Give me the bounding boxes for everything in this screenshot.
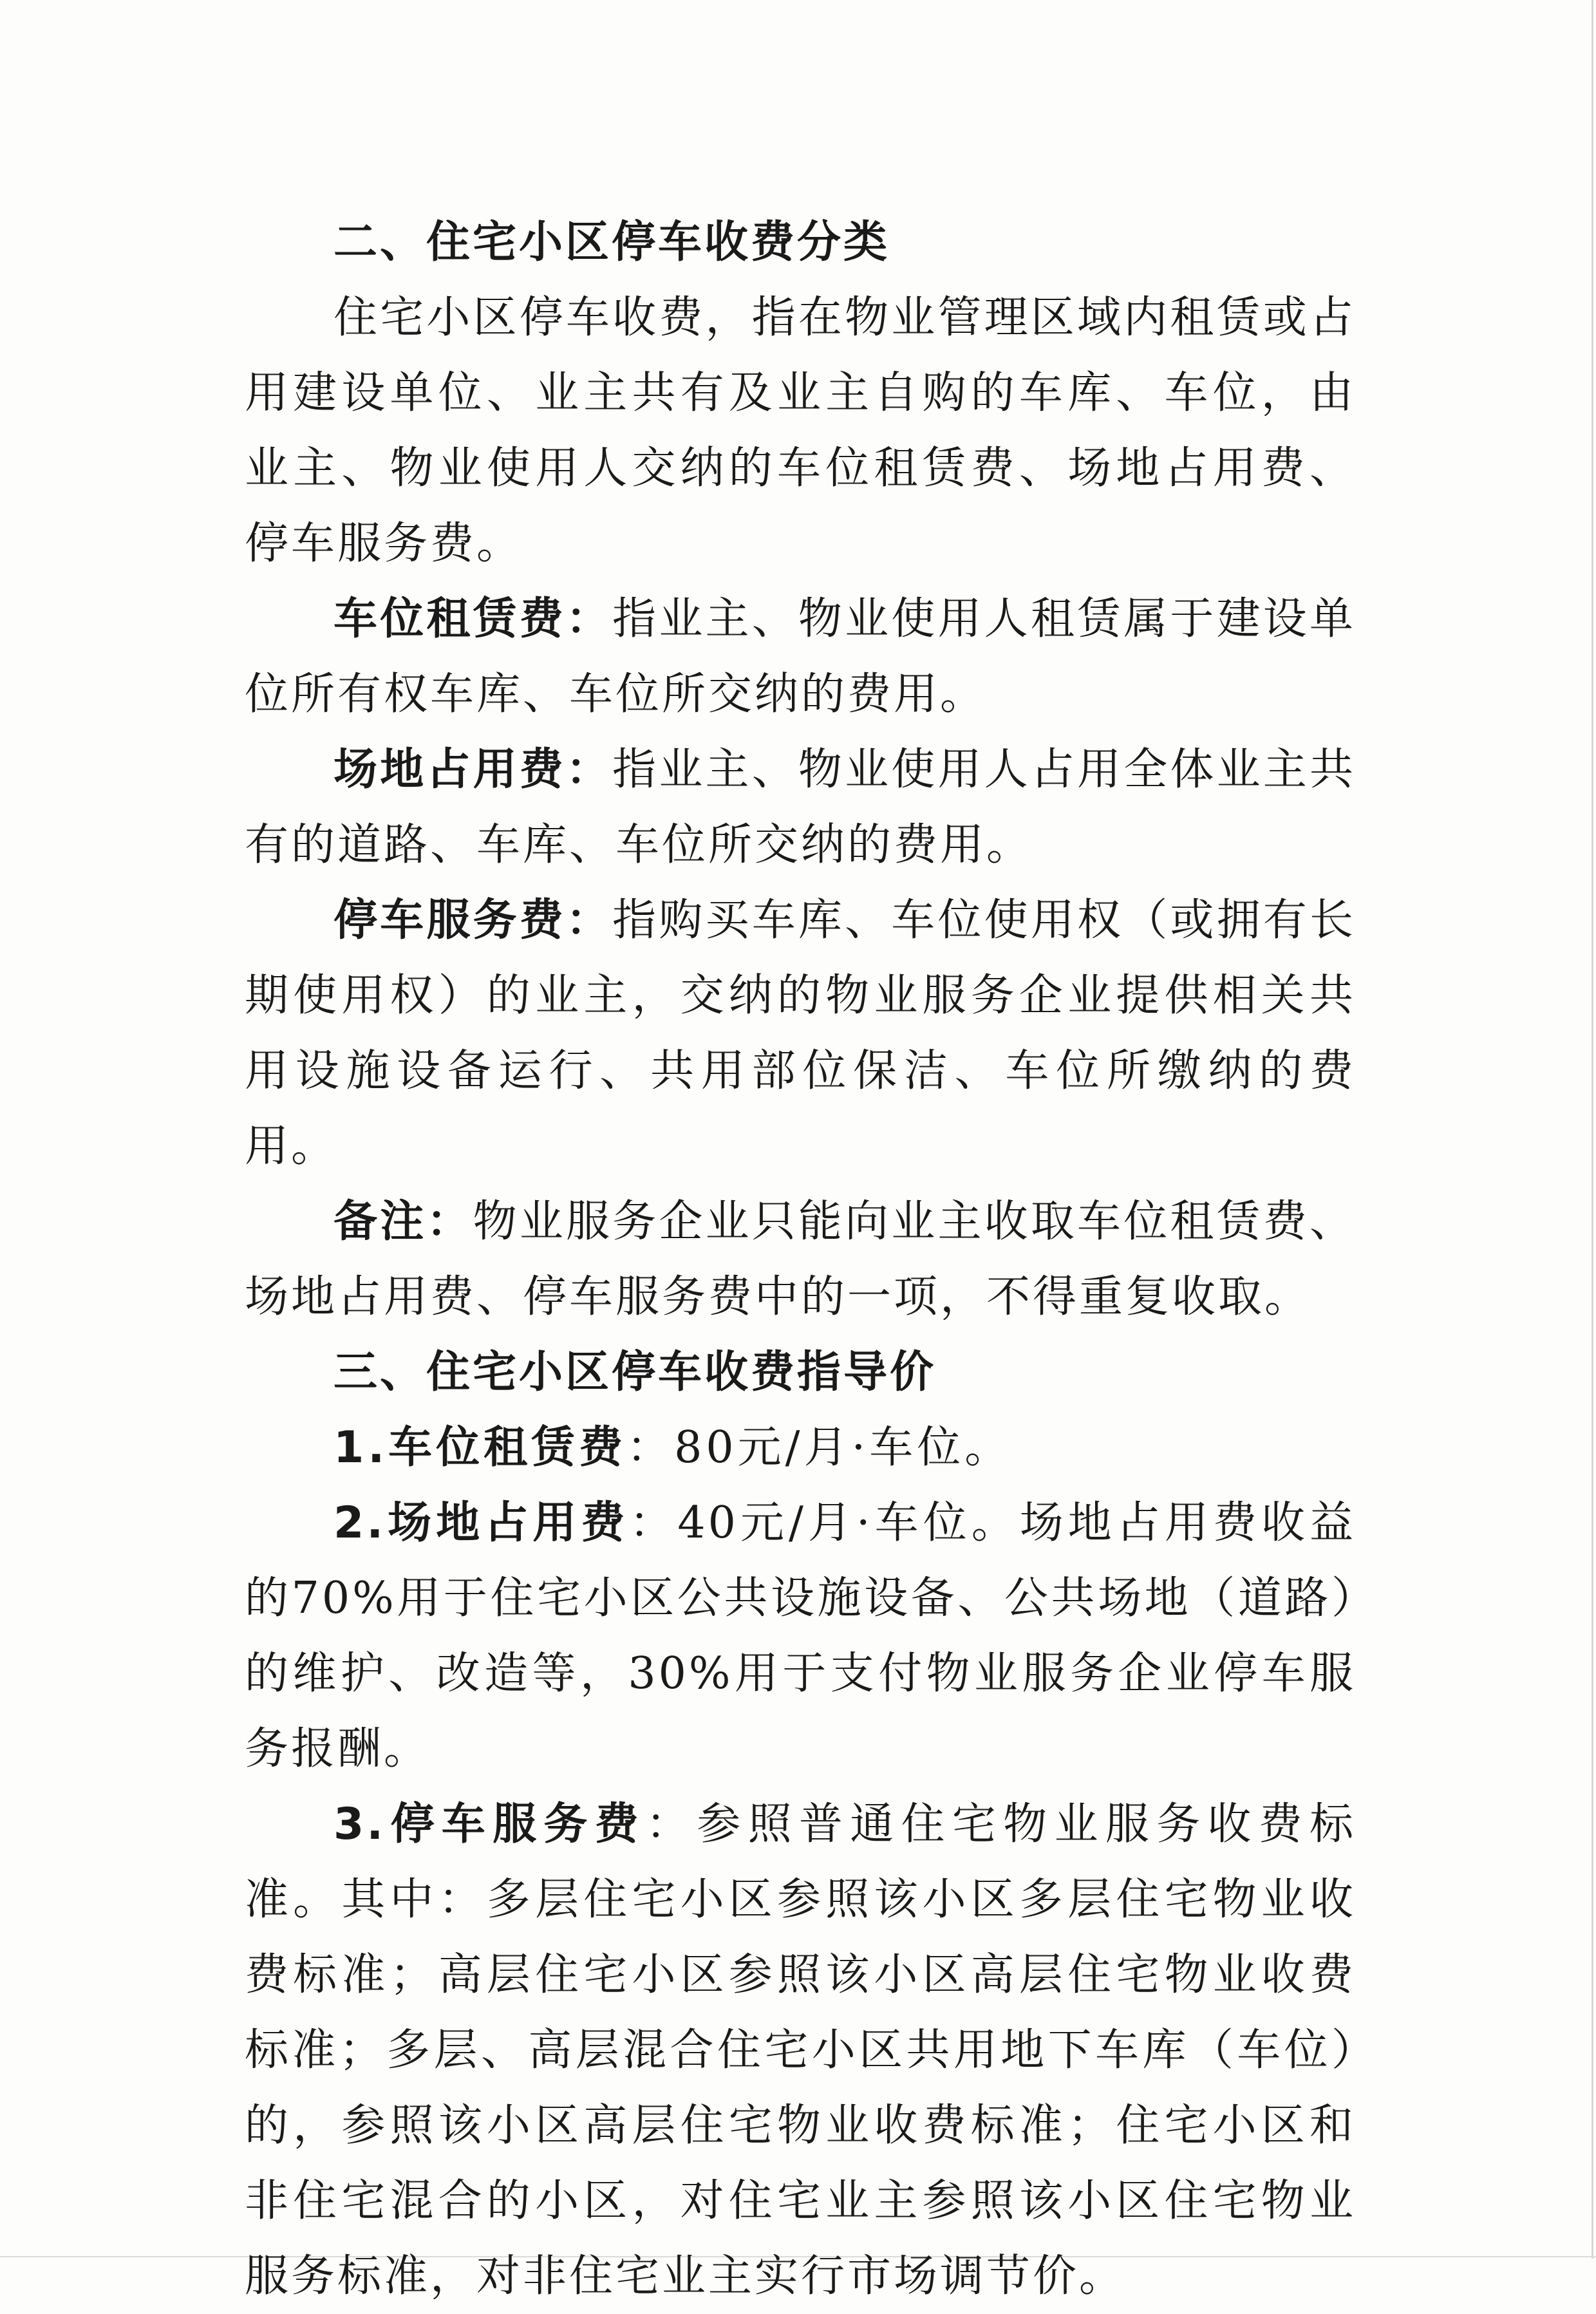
remark xyxy=(245,1184,1356,1335)
definition-rental-fee xyxy=(245,581,1356,732)
price-occupancy-fee-term: 2.场地占用费 xyxy=(333,1498,630,1548)
remark-text: 物业服务企业只能向业主收取车位租赁费、场地占用费、停车服务费中的一项，不得重复收取。 xyxy=(245,1196,1356,1322)
price-service-fee xyxy=(245,1787,1356,2314)
term-rental-fee: 车位租赁费： xyxy=(333,594,613,644)
price-service-fee-text: ：参照普通住宅物业服务收费标准。其中：多层住宅小区参照该小区多层住宅物业收费标准；高层住宅小区参照该小区高层住宅物业收费标准；多层、高层混合住宅小区共用地下车库（车位）的，参照该小区高层住宅物业收费标准；住宅小区和非住宅混合的小区，对住宅业主参照该小区住宅物业服务标准，对非住宅业主实行市场调节价。 xyxy=(245,1799,1356,2302)
price-rental-fee xyxy=(245,1410,1356,1485)
definition-occupancy-fee-text: 指业主、物业使用人占用全体业主共有的道路、车库、车位所交纳的费用。 xyxy=(245,744,1356,870)
definition-rental-fee-text: 指业主、物业使用人租赁属于建设单位所有权车库、车位所交纳的费用。 xyxy=(245,594,1356,720)
section-2-heading: 二、住宅小区停车收费分类 xyxy=(333,217,890,268)
price-rental-fee-text: ：80元/月·车位。 xyxy=(626,1422,1013,1473)
document-body xyxy=(245,205,1356,2314)
section-3-heading: 三、住宅小区停车收费指导价 xyxy=(333,1347,937,1398)
definition-occupancy-fee xyxy=(245,732,1356,883)
definition-service-fee xyxy=(245,883,1356,1184)
section-2-intro: 住宅小区停车收费，指在物业管理区域内租赁或占用建设单位、业主共有及业主自购的车库、车位，由业主、物业使用人交纳的车位租赁费、场地占用费、停车服务费。 xyxy=(245,292,1356,569)
term-service-fee: 停车服务费： xyxy=(333,895,613,946)
price-service-fee-term: 3.停车服务费 xyxy=(333,1799,646,1850)
price-occupancy-fee-text: ：40元/月·车位。场地占用费收益的70%用于住宅小区公共设施设备、公共场地（道路）的维护、改造等，30%用于支付物业服务企业停车服务报酬。 xyxy=(245,1498,1356,1774)
scan-edge-right xyxy=(1591,0,1593,2259)
definition-service-fee-text: 指购买车库、车位使用权（或拥有长期使用权）的业主，交纳的物业服务企业提供相关共用设施设备运行、共用部位保洁、车位所缴纳的费用。 xyxy=(245,895,1356,1172)
price-occupancy-fee xyxy=(245,1485,1356,1787)
price-rental-fee-term: 1.车位租赁费 xyxy=(333,1422,627,1473)
term-occupancy-fee: 场地占用费： xyxy=(333,744,613,795)
term-remark: 备注： xyxy=(333,1196,473,1247)
